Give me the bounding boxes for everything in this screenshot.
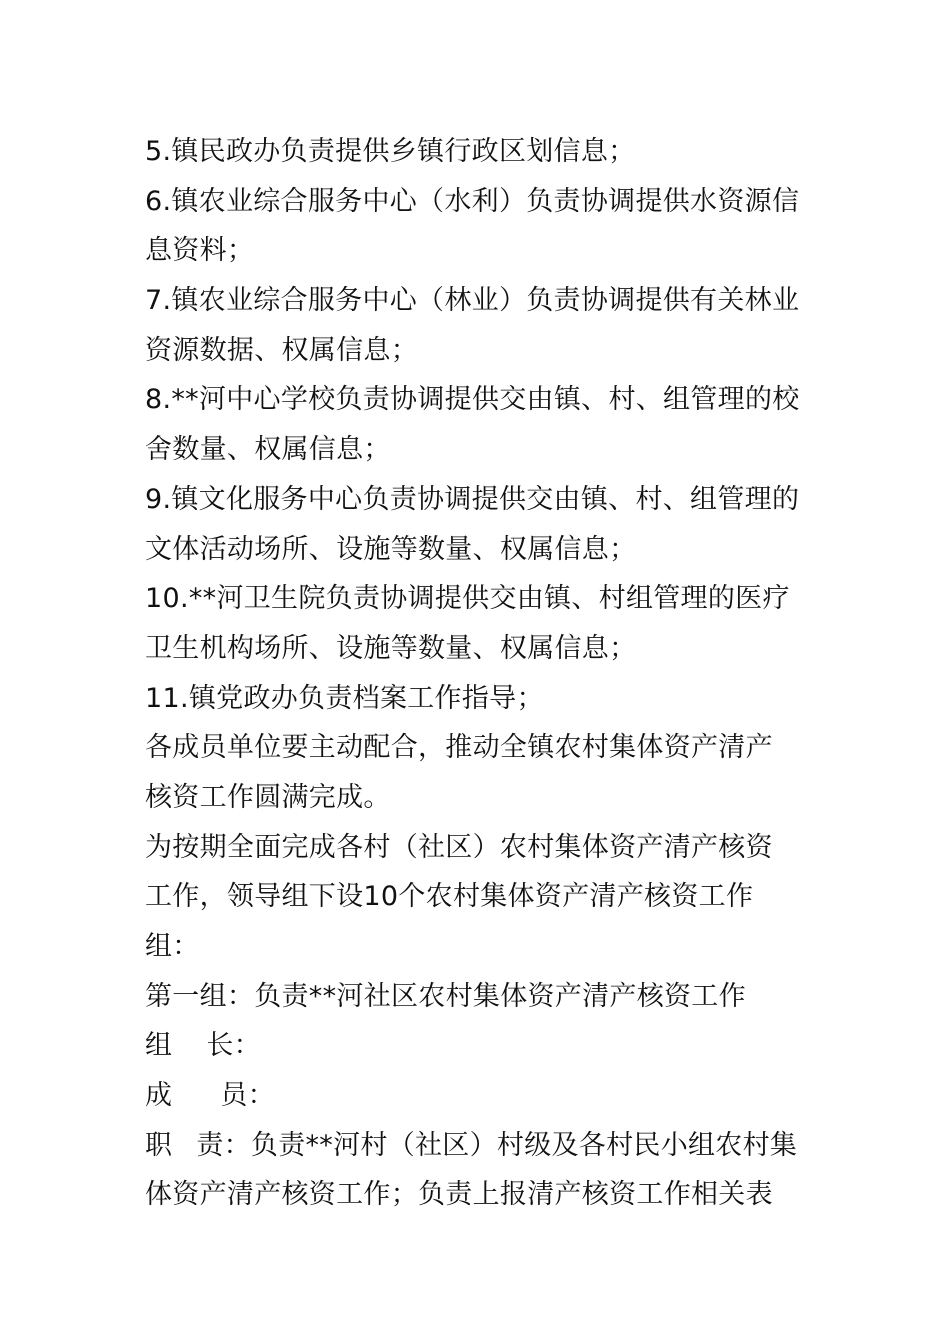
text-line: 各成员单位要主动配合，推动全镇农村集体资产清产 [145,732,773,764]
group-member-label-part1: 成 [145,1080,173,1112]
text-line: 舍数量、权属信息； [145,434,391,466]
text-line: 体资产清产核资工作；负责上报清产核资工作相关表 [145,1179,773,1211]
text-line: 6.镇农业综合服务中心（水利）负责协调提供水资源信 [145,185,800,217]
text-line: 11.镇党政办负责档案工作指导； [145,682,544,714]
text-line: 8.**河中心学校负责协调提供交由镇、村、组管理的校 [145,384,800,416]
text-line: 卫生机构场所、设施等数量、权属信息； [145,632,637,664]
text-line: 文体活动场所、设施等数量、权属信息； [145,533,637,565]
text-line: 工作，领导组下设10个农村集体资产清产核资工作 [145,881,754,913]
text-line: 息资料； [145,235,255,267]
group-leader-line [145,1021,815,1071]
group-duty-line [145,1121,815,1171]
text-line: 10.**河卫生院负责协调提供交由镇、村组管理的医疗 [145,583,790,615]
group-member-label-part2: 员： [220,1080,275,1112]
text-line: 资源数据、权属信息； [145,334,418,366]
group-leader-label-part1: 组 [145,1030,173,1062]
group-duty-label-part1: 职 [145,1129,173,1161]
text-line: 组： [145,931,200,962]
text-line: 7.镇农业综合服务中心（林业）负责协调提供有关林业 [145,285,800,317]
text-line: 为按期全面完成各村（社区）农村集体资产清产核资 [145,831,773,863]
group-leader-label-part2: 长： [206,1030,261,1062]
text-line: 5.镇民政办负责提供乡镇行政区划信息； [145,136,636,167]
group-duty-text: 责：负责**河村（社区）村级及各村民小组农村集 [196,1129,798,1161]
document-body [145,127,815,1220]
group-member-line [145,1071,815,1121]
text-line: 9.镇文化服务中心负责协调提供交由镇、村、组管理的 [145,483,800,515]
text-line: 核资工作圆满完成。 [145,781,391,813]
text-line: 第一组：负责**河社区农村集体资产清产核资工作 [145,980,746,1012]
